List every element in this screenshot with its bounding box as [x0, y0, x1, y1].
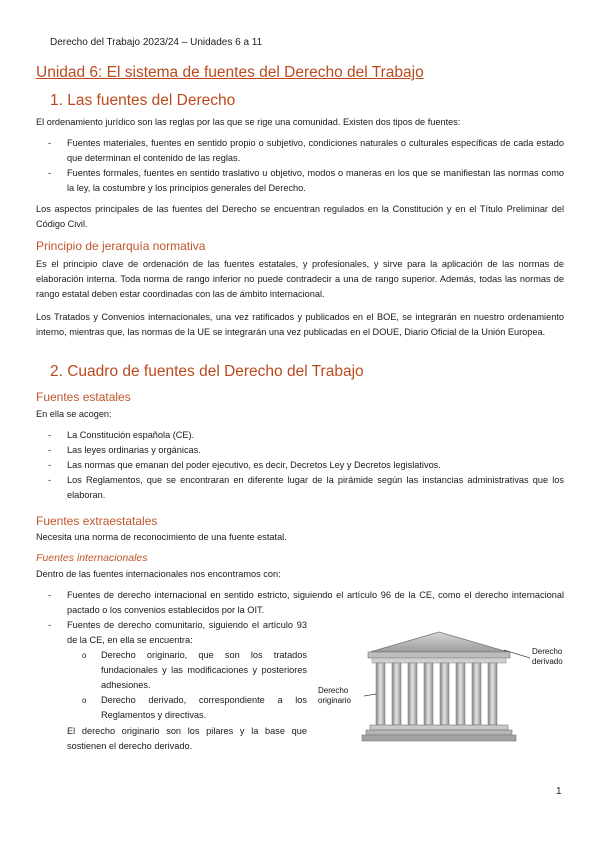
comunitario-sublist [67, 648, 307, 723]
section1-heading: 1. Las fuentes del Derecho [50, 92, 236, 109]
internacionales-heading: Fuentes internacionales [36, 552, 148, 564]
section2-heading: 2. Cuadro de fuentes del Derecho del Trabajo [50, 363, 364, 380]
list-item: - Las normas que emanan del poder ejecutivo, es decir, Decretos Ley y Decretos legislativos. [36, 458, 564, 473]
jerarquia-heading: Principio de jerarquía normativa [36, 239, 206, 253]
estatales-list [36, 428, 564, 503]
label-derecho-originario: Derecho originario [318, 686, 351, 705]
estatales-heading: Fuentes estatales [36, 390, 131, 404]
list-item: - Los Reglamentos, que se encontraran en diferente lugar de la pirámide según las instancias administrativas que los elaboran. [36, 473, 564, 503]
list-item: - Las leyes ordinarias y orgánicas. [36, 443, 564, 458]
list-item: - Fuentes formales, fuentes en sentido traslativo u objetivo, modos o maneras en los que se manifiestan las normas como la ley, la costumbre y los principios generales del Derecho. [36, 166, 564, 196]
unit-title: Unidad 6: El sistema de fuentes del Derecho del Trabajo [36, 64, 424, 81]
list-item: - La Constitución española (CE). [36, 428, 564, 443]
temple-figure [318, 630, 578, 745]
list-item: - Fuentes de derecho internacional en sentido estricto, siguiendo el artículo 96 de la CE, como el derecho internacional pactado o los convenios establecidos por la OIT. [36, 588, 564, 618]
jerarquia-paragraph-2: Los Tratados y Convenios internacionales, una vez ratificados y publicados en el BOE, se integrarán en nuestro ordenamiento interno, mientras que, las normas de la UE se integrarán una vez publicadas en el DOUE, Diario Oficial de la Unión Europea. [36, 312, 564, 337]
sublist-item: o Derecho originario, que son los tratados fundacionales y las modificaciones y posteriores adhesiones. [67, 648, 307, 693]
page-number: 1 [556, 786, 562, 797]
section1-intro: El ordenamiento jurídico son las reglas por las que se rige una comunidad. Existen dos tipos de fuentes: [36, 117, 461, 127]
jerarquia-paragraph-1: Es el principio clave de ordenación de las fuentes estatales, y profesionales, y sirve para la aplicación de las normas de elaboración interna. Toda norma de rango inferior no puede contradecir a una de rango superior. Además, todas las normas de rango estatal deben estar coordinadas con las de ámbito internacional. [36, 259, 564, 299]
comunitario-closing: El derecho originario son los pilares y la base que sostienen el derecho derivado. [67, 726, 307, 751]
label-derecho-derivado: Derecho derivado [532, 647, 563, 666]
sublist-item: o Derecho derivado, correspondiente a los Reglamentos y directivas. [67, 693, 307, 723]
extraestatales-intro: Necesita una norma de reconocimiento de una fuente estatal. [36, 532, 287, 542]
page-header: Derecho del Trabajo 2023/24 – Unidades 6 a 11 [50, 37, 263, 48]
extraestatales-heading: Fuentes extraestatales [36, 514, 158, 528]
estatales-intro: En ella se acogen: [36, 409, 112, 419]
section1-list [36, 136, 564, 196]
section1-outro: Los aspectos principales de las fuentes del Derecho se encuentran regulados en la Constitución y en el Título Preliminar del Código Civil. [36, 204, 564, 229]
comunitario-text: - Fuentes de derecho comunitario, siguiendo el artículo 93 de la CE, en ella se encuentra: [67, 620, 307, 645]
internacionales-intro: Dentro de las fuentes internacionales nos encontramos con: [36, 569, 281, 579]
list-item: - Fuentes materiales, fuentes en sentido propio o subjetivo, condiciones naturales o culturales específicas de cada estado que determinan el contenido de las reglas. [36, 136, 564, 166]
